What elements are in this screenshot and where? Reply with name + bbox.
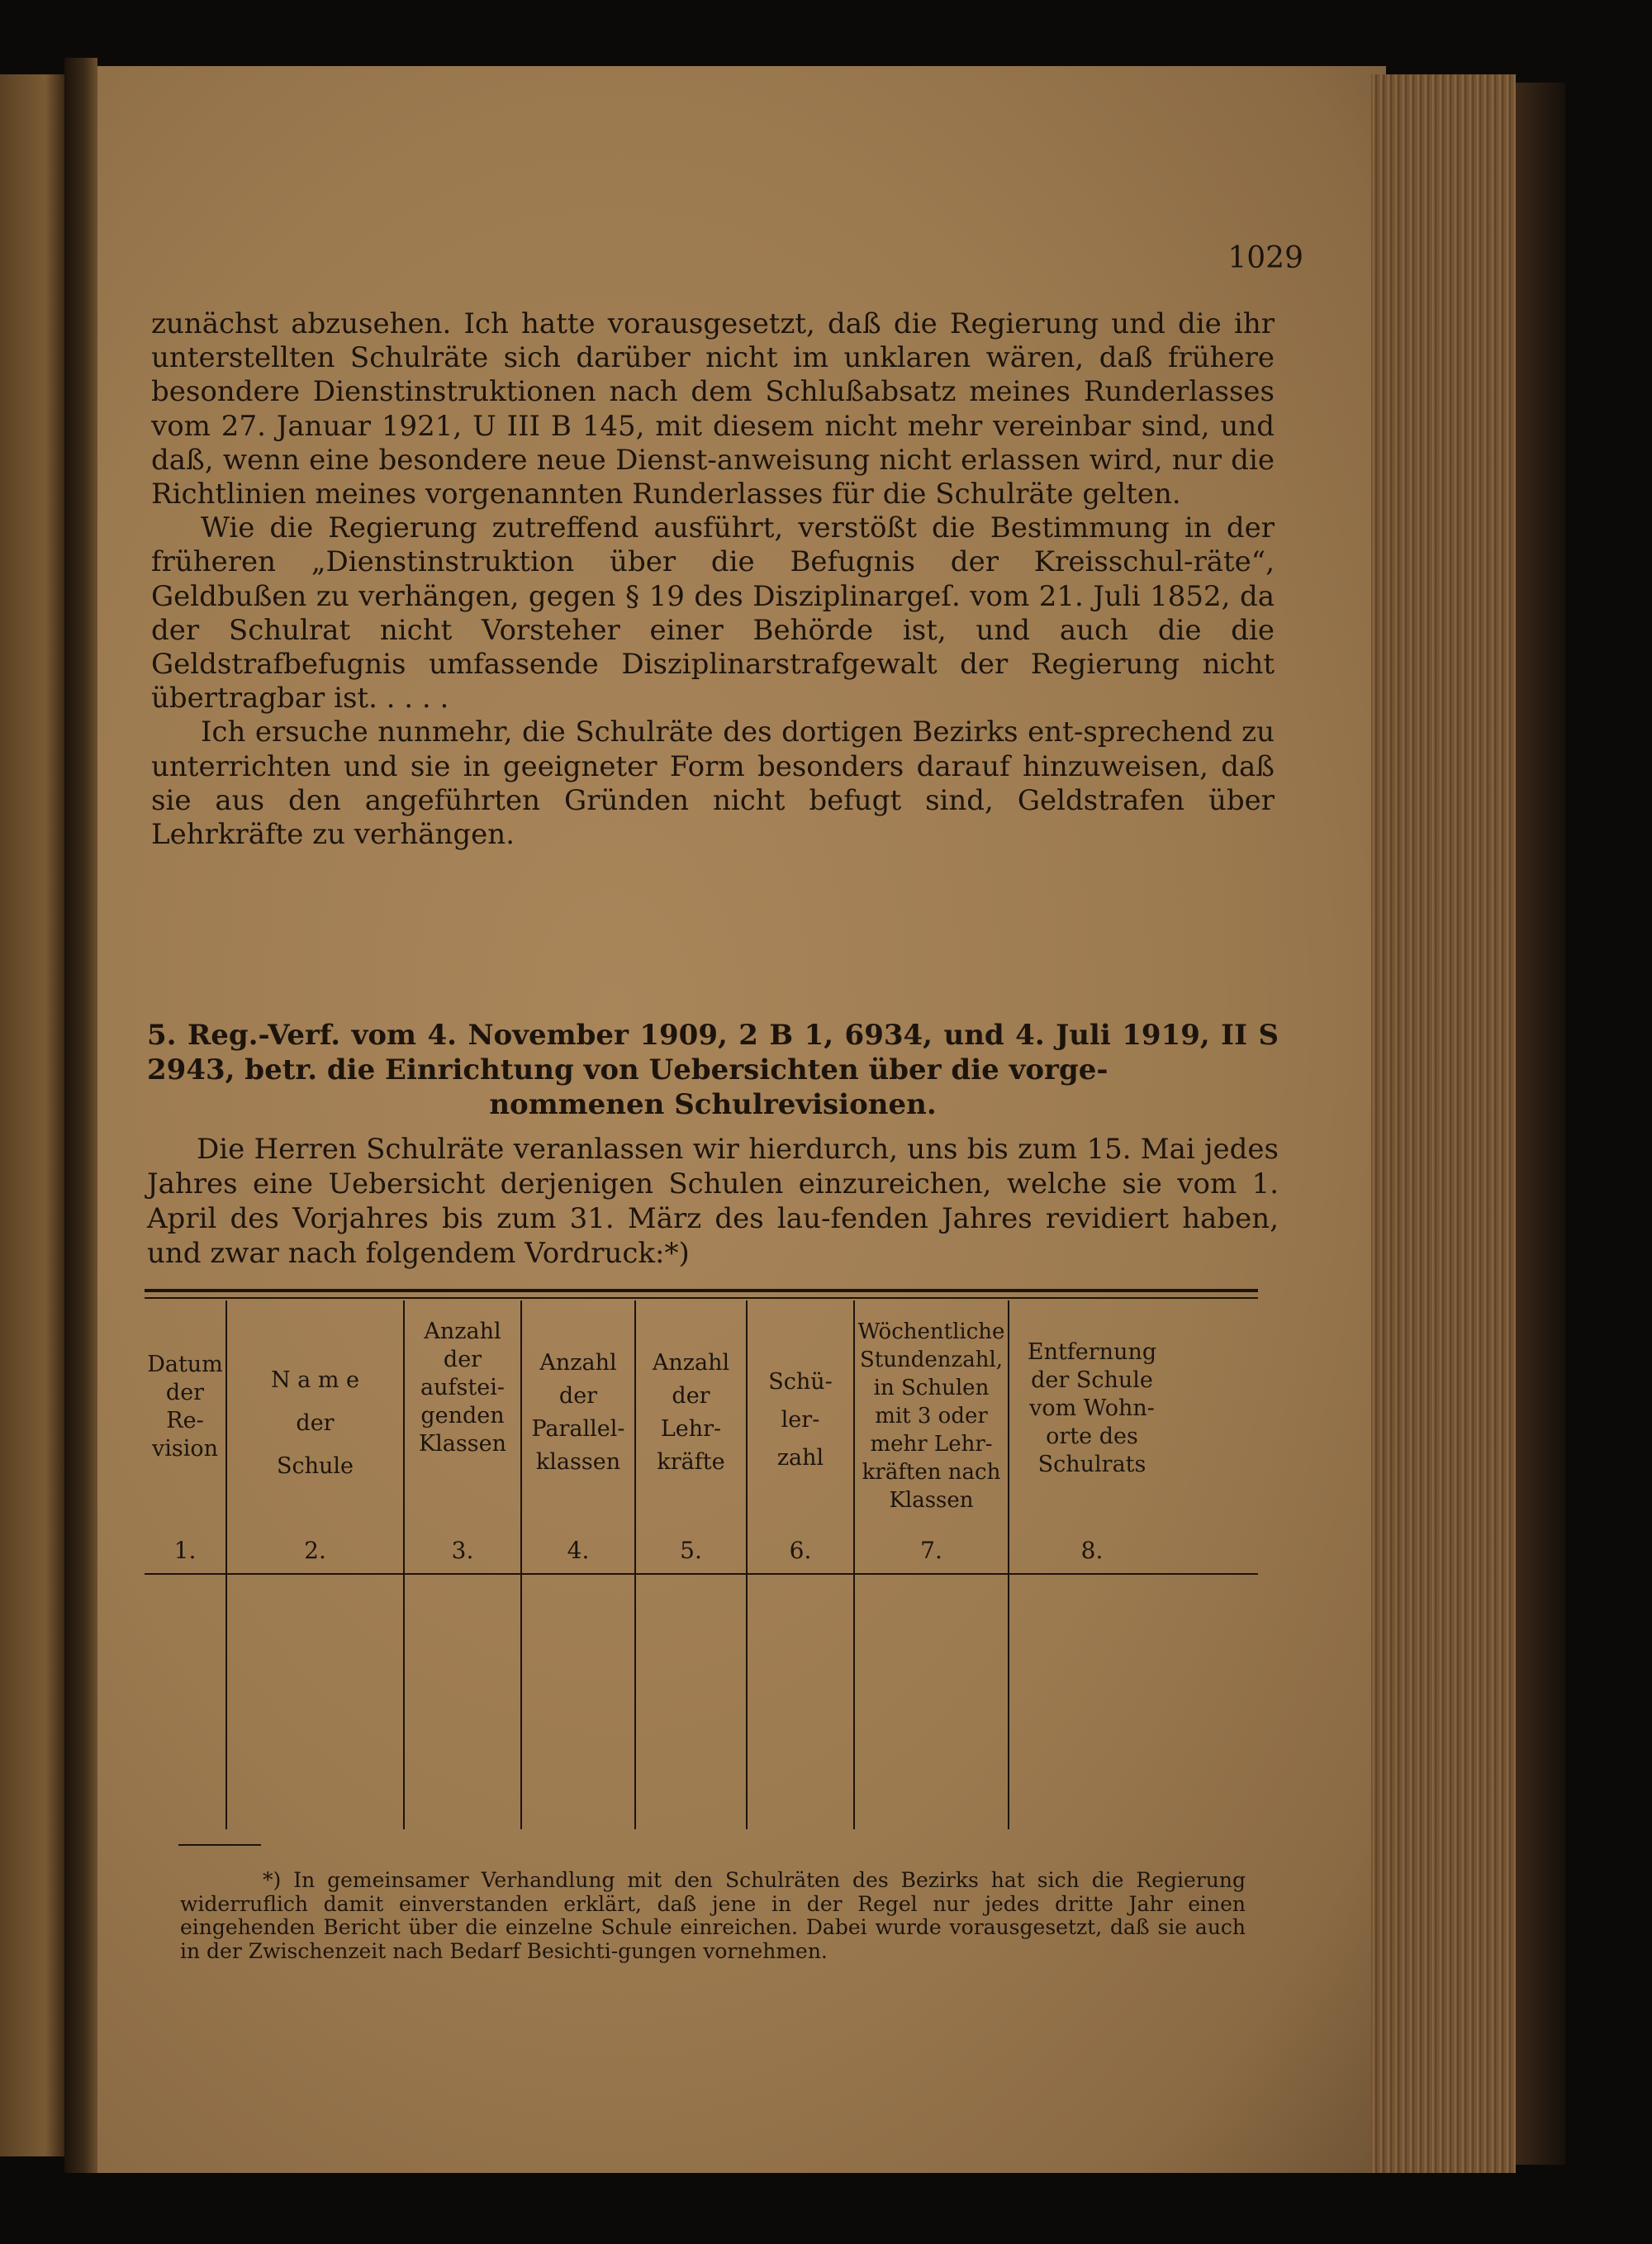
col-header-schuelerzahl: Schü- ler- zahl [768,1369,833,1471]
page-content [97,66,1386,2173]
section-body: Die Herren Schulräte veranlassen wir hierdurch, uns bis zum 15. Mai jedes Jahres eine Uebersicht derjenigen Schulen einzureichen, welche sie vom 1. April des Vorjahres bis zum 31. März des lau-fenden Jahres revidiert haben, und zwar nach folgendem Vordruck:*) [147,1133,1279,1270]
left-page-edge [0,74,64,2156]
book-gutter [64,58,97,2173]
col-header-parallelklassen: Anzahl der Parallel- klassen [531,1350,625,1475]
section-heading-line: 5. Reg.-Verf. vom 4. November 1909, 2 B 1, 6934, und 4. Juli 1919, [147,1019,1210,1052]
col-number: 1. [173,1537,197,1564]
col-number: 3. [451,1537,474,1564]
col-number: 7. [920,1537,942,1564]
page-number: 1029 [1227,241,1303,275]
col-header-lehrkraefte: Anzahl der Lehr- kräfte [652,1350,730,1475]
col-header-stundenzahl: Wöchentliche Stundenzahl, in Schulen mit 3 oder mehr Lehr- kräften nach Klassen [857,1319,1005,1513]
col-number: 8. [1080,1537,1104,1564]
footnote: *) In gemeinsamer Verhandlung mit den Schulräten des Bezirks hat sich die Regierung widerruflich damit einverstanden erklärt, daß jene in der Regel nur jedes dritte Jahr einen eingehenden Bericht über die einzelne Schule einreichen. Dabei wurde vorausgesetzt, daß sie auch in der Zwischenzeit nach Bedarf Besichti-gungen vornehmen. [180,1868,1246,1963]
col-number: 4. [567,1537,590,1564]
col-header-aufsteigende-klassen: Anzahl der aufstei- genden Klassen [419,1319,506,1457]
page-stack-edge [1371,74,1516,2173]
col-number: 6. [789,1537,812,1564]
col-number: 5. [680,1537,702,1564]
paragraph-3: Ich ersuche nunmehr, die Schulräte des dortigen Bezirks ent-sprechend zu unterrichten und sie in geeigneter Form besonders darauf hinzuweisen, daß sie aus den angeführten Gründen nicht befugt sind, Geldstrafen über Lehrkräfte zu verhängen. [151,716,1275,852]
footnote-rule [178,1844,261,1846]
table-header-rule [145,1573,1258,1575]
section-heading-line: nommenen Schulrevisionen. [489,1088,937,1121]
table-top-rule-thin [145,1297,1258,1299]
col-number: 2. [304,1537,326,1564]
book-cover-edge [1516,83,1565,2165]
paragraph-1: zunächst abzusehen. Ich hatte vorausgesetzt, daß die Regierung und die ihr unterstellten Schulräte sich darüber nicht im unklaren wären, daß frühere besondere Dienstinstruktionen nach dem Schlußabsatz meines Runderlasses vom 27. Januar 1921, U III B 145, mit diesem nicht mehr vereinbar sind, und daß, wenn eine besondere neue Dienst-anweisung nicht erlassen wird, nur die Richtlinien meines vorgenannten Runderlasses für die Schulräte gelten. [151,307,1275,511]
table-top-rule-thick [145,1289,1258,1292]
section-heading [147,1018,1279,1122]
col-header-datum: Datum der Re- vision [147,1352,223,1462]
col-header-entfernung: Entfernung der Schule vom Wohn- orte des Schulrats [1027,1339,1157,1477]
section-heading-line: II S 2943, betr. die Einrichtung von Uebersichten über die vorge- [147,1019,1279,1086]
paragraph-2: Wie die Regierung zutreffend ausführt, verstößt die Bestimmung in der früheren „Dienstinstruktion über die Befugnis der Kreisschul-räte“, Geldbußen zu verhängen, gegen § 19 des Disziplinargeſ. vom 21. Juli 1852, da der Schulrat nicht Vorsteher einer Behörde ist, und auch die die Geldstrafbefugnis umfassende Disziplinarstrafgewalt der Regierung nicht übertragbar ist. . . . . [151,511,1275,716]
col-header-name: N a m e der Schule [270,1367,360,1479]
body-text [151,307,1275,852]
